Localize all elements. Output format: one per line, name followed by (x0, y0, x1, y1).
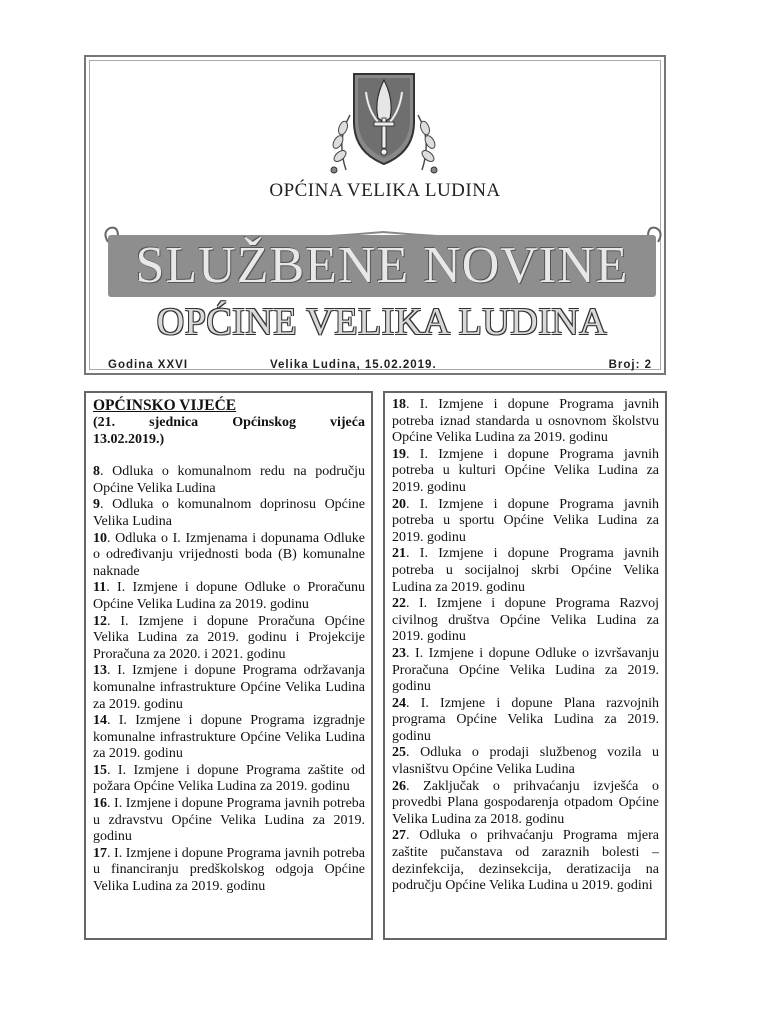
item-number: 10 (93, 530, 107, 546)
contents-item[interactable] (392, 596, 659, 646)
contents-item[interactable] (93, 580, 365, 613)
year-label: Godina XXVI (108, 359, 189, 371)
item-title: . I. Izmjene i dopune Odluke o Proračunu Općine Velika Ludina za 2019. godinu (93, 580, 365, 612)
contents-item[interactable] (392, 696, 659, 746)
item-number: 18 (392, 397, 406, 412)
item-number: 27 (392, 828, 406, 844)
contents-item[interactable] (392, 397, 659, 447)
item-number: 11 (93, 580, 107, 596)
item-number: 12 (93, 613, 107, 629)
contents-item[interactable] (392, 546, 659, 596)
item-number: 22 (392, 596, 406, 612)
item-title: . I. Izmjene i dopune Programa Razvoj civilnog društva Općine Velika Ludina za 2019. godinu (392, 596, 659, 645)
place-date-label: Velika Ludina, 15.02.2019. (270, 359, 437, 371)
item-title: . I. Izmjene i dopune Programa javnih potreba u financiranju predškolskog odgoja Općine Velika Ludina za 2019. godinu (93, 845, 365, 895)
contents-item[interactable] (93, 464, 365, 497)
item-title: . I. Izmjene i dopune Programa javnih potreba u zdravstvu Općine Velika Ludina za 2019. godinu (93, 796, 365, 845)
contents-item[interactable] (392, 779, 659, 829)
contents-item[interactable] (93, 531, 365, 581)
newspaper-title: SLUŽBENE NOVINE (135, 237, 629, 294)
item-title: . Odluka o komunalnom redu na području Općine Velika Ludina (93, 464, 365, 496)
contents-item[interactable] (392, 745, 659, 778)
contents-item[interactable] (93, 763, 365, 796)
contents-item[interactable] (93, 497, 365, 530)
item-title: . I. Izmjene i dopune Programa održavanja komunalne infrastrukture Općine Velika Ludina za 2019. godinu (93, 663, 365, 712)
municipality-name: OPĆINA VELIKA LUDINA (269, 180, 501, 201)
item-number: 20 (392, 496, 406, 512)
item-number: 14 (93, 713, 107, 729)
newspaper-subtitle: OPĆINE VELIKA LUDINA (156, 301, 608, 343)
item-title: . I. Izmjene i dopune Programa javnih potreba u kulturi Općine Velika Ludina za 2019. godinu (392, 446, 659, 495)
contents-column-right (383, 391, 667, 940)
item-title: . I. Izmjene i dopune Programa javnih potreba u socijalnoj skrbi Općine Velika Ludina za 2019. godinu (392, 546, 659, 595)
contents-item[interactable] (93, 846, 365, 896)
item-title: . Odluka o komunalnom doprinosu Općine Velika Ludina (93, 497, 365, 529)
contents-column-left (84, 391, 373, 940)
item-number: 23 (392, 645, 406, 661)
contents-item[interactable] (93, 713, 365, 763)
item-number: 8 (93, 464, 100, 480)
item-number: 24 (392, 695, 406, 711)
contents-item[interactable] (93, 614, 365, 664)
item-number: 13 (93, 663, 107, 679)
item-title: . Odluka o prodaji službenog vozila u vlasništvu Općine Velika Ludina (392, 745, 659, 778)
item-number: 9 (93, 497, 100, 513)
item-number: 15 (93, 762, 107, 778)
item-title: . I. Izmjene i dopune Programa izgradnje komunalne infrastrukture Općine Velika Ludina za 2019. godinu (93, 713, 365, 762)
coat-of-arms-icon (316, 60, 452, 180)
item-title: . I. Izmjene i dopune Odluke o izvršavanju Proračuna Općine Velika Ludina za 2019. godinu (392, 645, 659, 695)
item-title: . I. Izmjene i dopune Programa zaštite od požara Općine Velika Ludina za 2019. godinu (93, 762, 365, 795)
contents-item[interactable] (93, 796, 365, 846)
item-number: 16 (93, 796, 107, 812)
item-title: . I. Izmjene i dopune Plana razvojnih programa Općine Velika Ludina za 2019. godinu (392, 695, 659, 744)
contents-item[interactable] (392, 828, 659, 894)
session-info: (21. sjednica Općinskog vijeća (93, 415, 365, 430)
item-title: . I. Izmjene i dopune Programa javnih potreba u sportu Općine Velika Ludina za 2019. godinu (392, 496, 659, 545)
item-number: 26 (392, 778, 406, 794)
section-title: OPĆINSKO VIJEĆE (93, 397, 237, 414)
item-title: . I. Izmjene i dopune Programa javnih potreba iznad standarda u osnovnom školstvu Općine Velika Ludina za 2019. godinu (392, 397, 659, 446)
issue-number-label: Broj: 2 (608, 359, 652, 371)
contents-item[interactable] (93, 663, 365, 713)
issue-info-bar (84, 355, 666, 375)
contents-item[interactable] (392, 497, 659, 547)
item-title: . Odluka o prihvaćanju Programa mjera zaštite pučanstava od zaraznih bolesti – dezinfekcija, dezinsekcija, deratizacija na području Općine Velika Ludina u 2019. godini (392, 828, 659, 894)
item-number: 19 (392, 446, 406, 462)
item-number: 25 (392, 745, 406, 761)
contents-item[interactable] (392, 447, 659, 497)
item-number: 21 (392, 546, 406, 562)
contents-item[interactable] (392, 646, 659, 696)
session-date: 13.02.2019.) (93, 431, 165, 447)
item-title: . Odluka o I. Izmjenama i dopunama Odluke o određivanju vrijednosti boda (B) komunalne naknade (93, 530, 365, 579)
item-title: . Zaključak o prihvaćanju izvješća o provedbi Plana gospodarenja otpadom Općine Velika Ludina za 2018. godinu (392, 778, 659, 827)
item-number: 17 (93, 845, 107, 861)
item-title: . I. Izmjene i dopune Proračuna Općine Velika Ludina za 2019. godinu i Projekcije Proračuna za 2020. i 2021. godinu (93, 613, 365, 662)
